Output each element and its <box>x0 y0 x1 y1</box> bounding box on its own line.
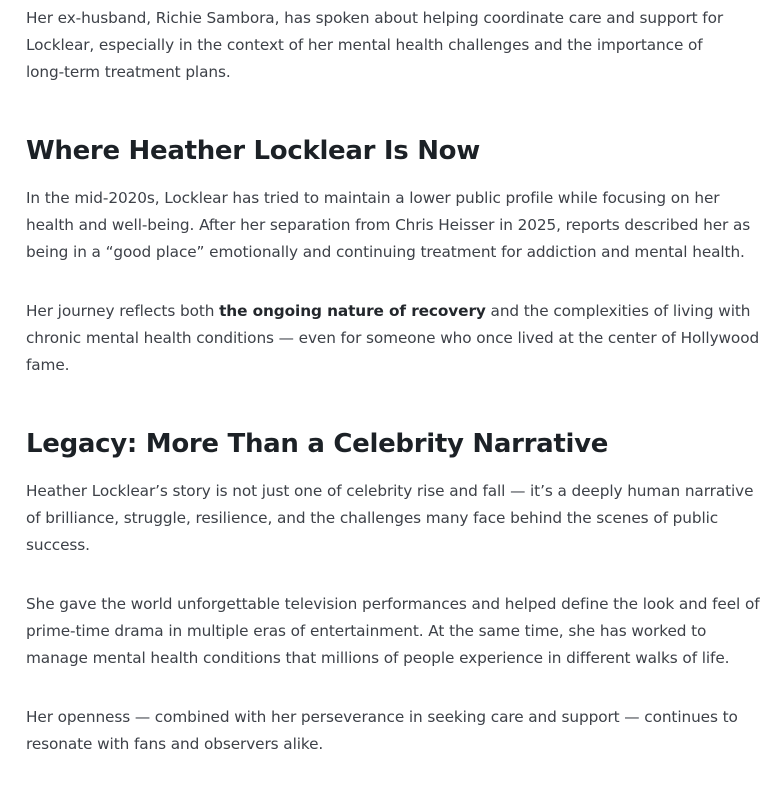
paragraph-text: and the complexities of living with chronic mental health conditions — even for someone who once lived at the center of Hollywood fame. <box>26 302 760 374</box>
where-now-paragraph-2 <box>26 298 766 379</box>
section-heading-legacy: Legacy: More Than a Celebrity Narrative <box>26 429 609 459</box>
where-now-paragraph-1: In the mid-2020s, Locklear has tried to maintain a lower public profile while focusing on her health and well-being. After her separation from Chris Heisser in 2025, reports described her as being in a “good place” emotionally and continuing treatment for addiction and mental health. <box>26 189 751 261</box>
legacy-paragraph-1: Heather Locklear’s story is not just one of celebrity rise and fall — it’s a deeply human narrative of brilliance, struggle, resilience, and the challenges many face behind the scenes of public success. <box>26 482 754 554</box>
bold-phrase-recovery: the ongoing nature of recovery <box>219 302 486 320</box>
legacy-paragraph-3: Her openness — combined with her perseverance in seeking care and support — continues to resonate with fans and observers alike. <box>26 708 738 753</box>
paragraph-text: Her journey reflects both <box>26 302 220 320</box>
section-heading-where-now: Where Heather Locklear Is Now <box>26 136 480 166</box>
intro-paragraph: Her ex-husband, Richie Sambora, has spoken about helping coordinate care and support for Locklear, especially in the context of her mental health challenges and the importance of long-term treatment plans. <box>26 9 724 81</box>
legacy-paragraph-2: She gave the world unforgettable television performances and helped define the look and feel of prime-time drama in multiple eras of entertainment. At the same time, she has worked to manage mental health conditions that millions of people experience in different walks of life. <box>26 595 760 667</box>
